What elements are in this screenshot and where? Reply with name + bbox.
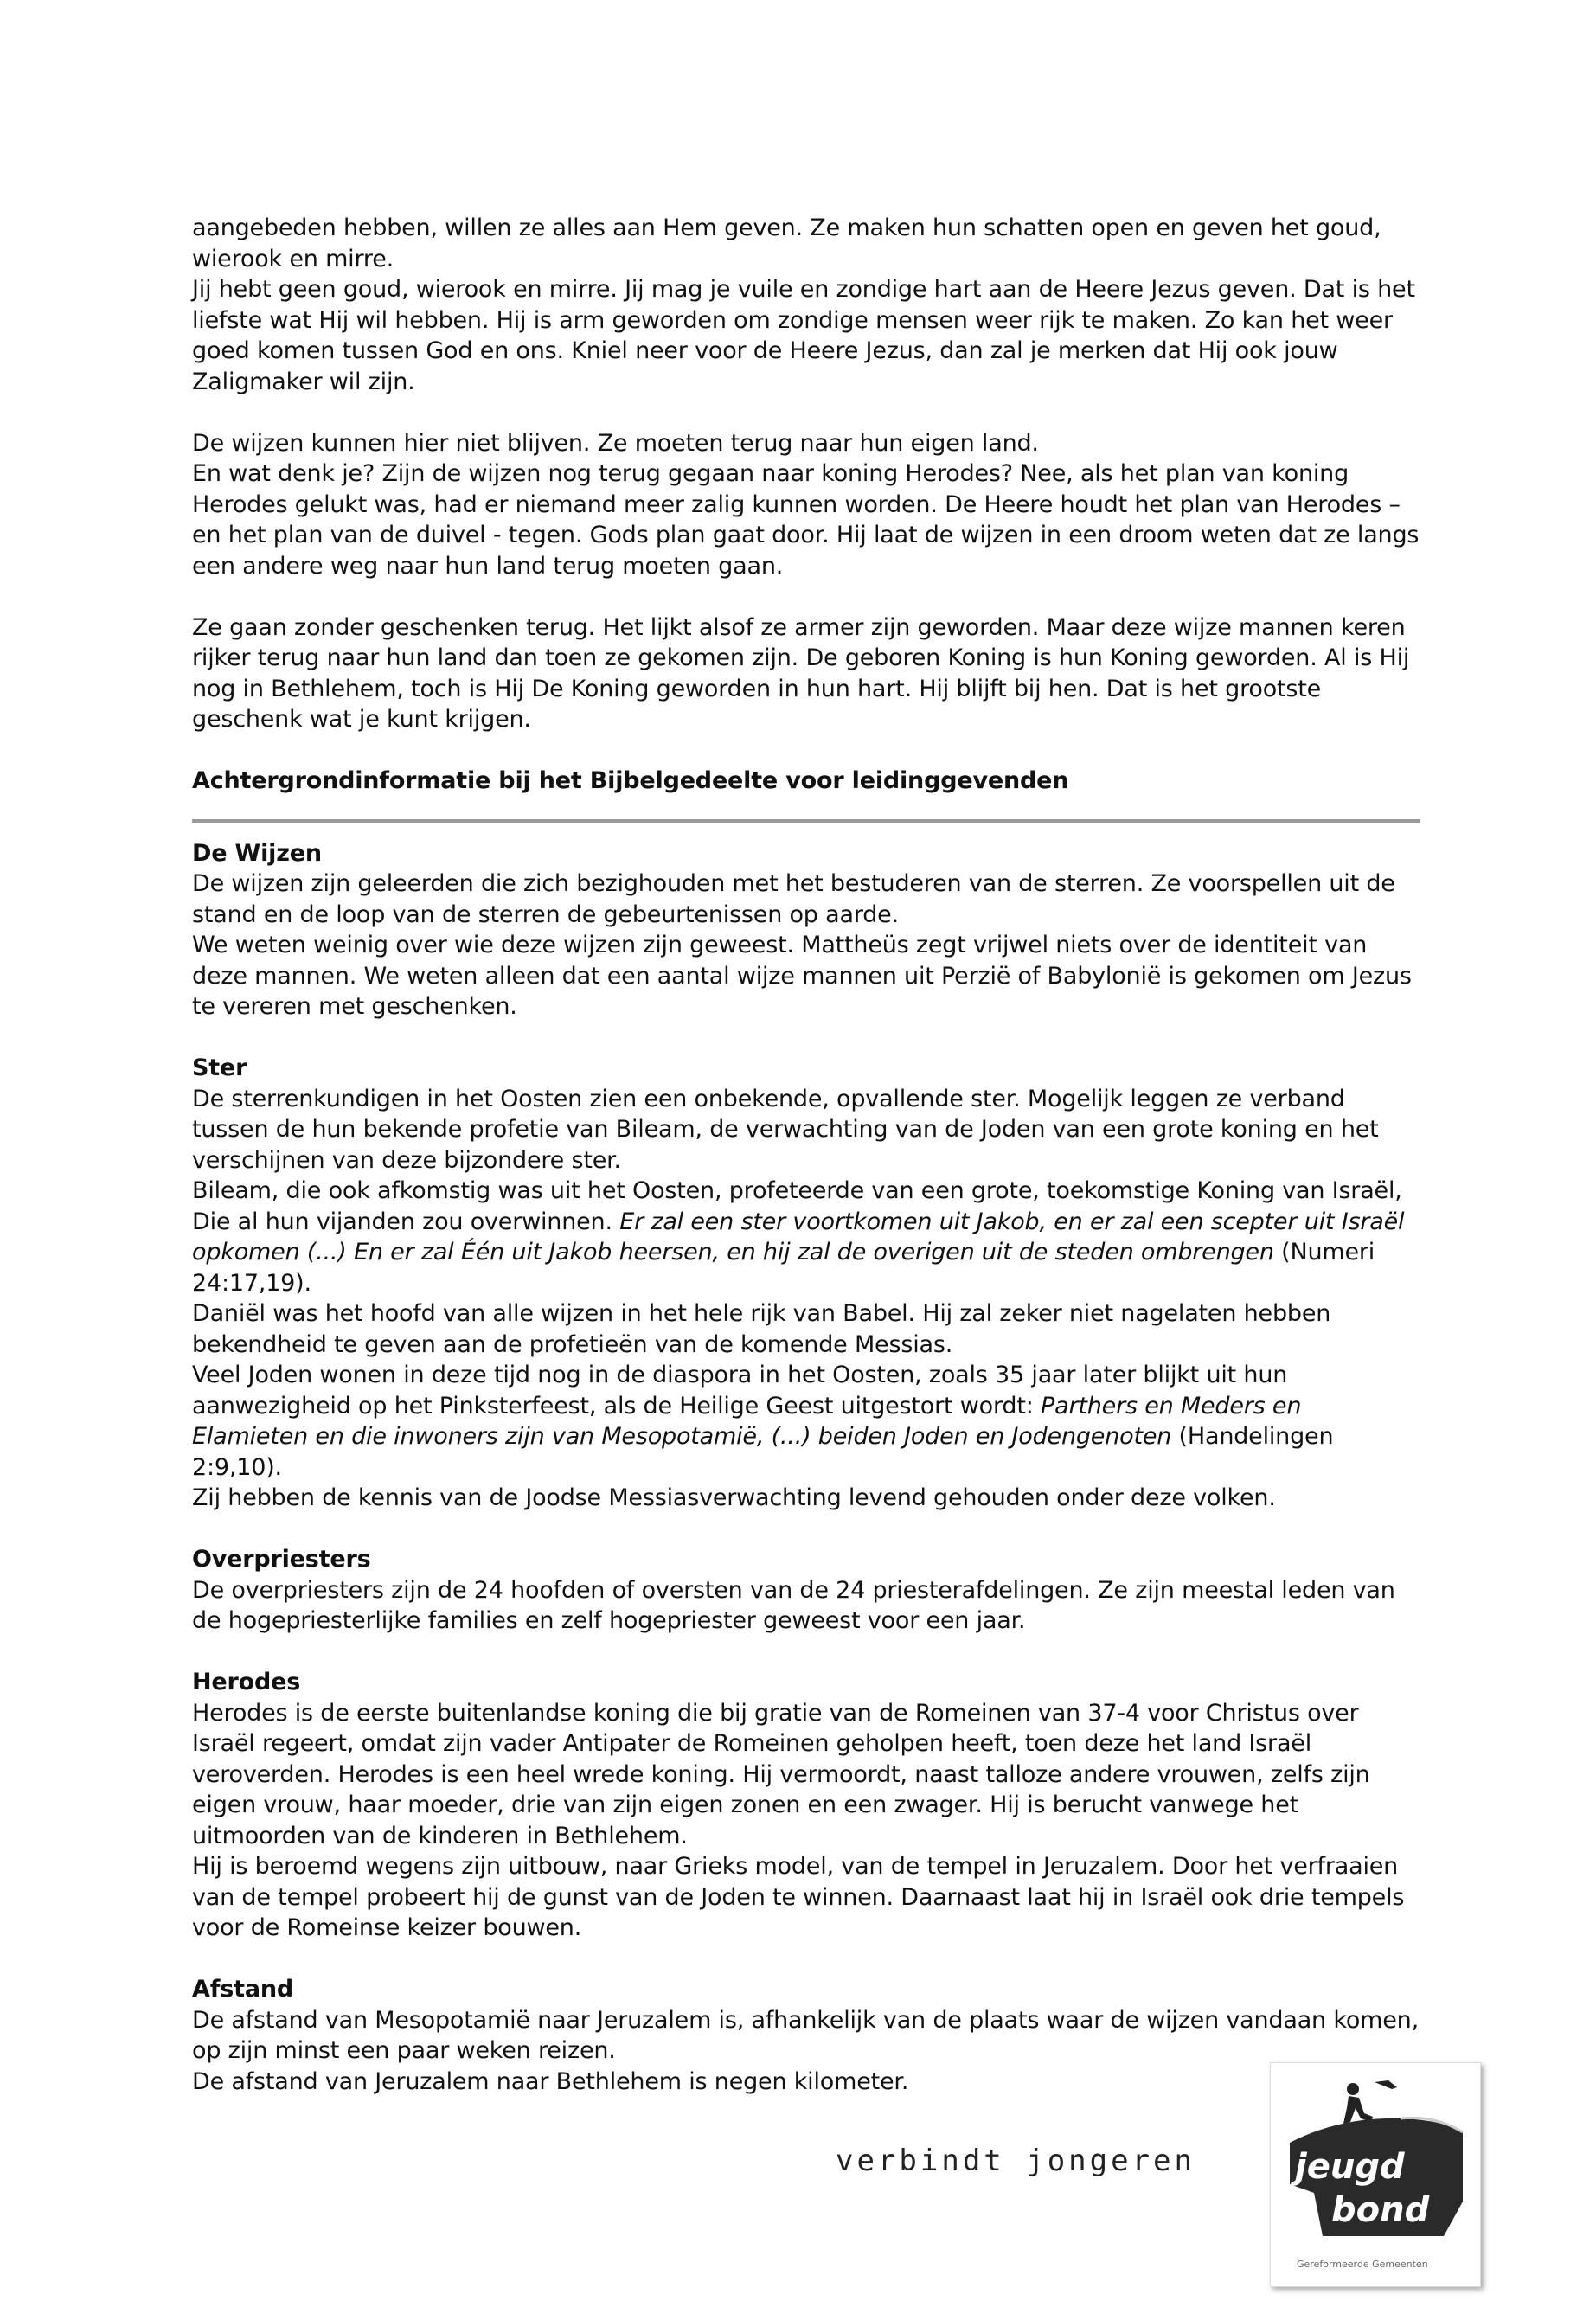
bible-quote: Parthers en Meders en Elamieten en die inwoners zijn van Mesopotamië, (...) beiden Joden en Jodengenoten xyxy=(192,1392,1302,1450)
paragraph: Herodes is de eerste buitenlandse koning die bij gratie van de Romeinen van 37-4 voor Christus over Israël regeert, omdat zijn vader Antipater de Romeinen geholpen heeft, toen deze het land Israël veroverden. Herodes is een heel wrede koning. Hij vermoordt, naast talloze andere vrouwen, zelfs zijn eigen vrouw, haar moeder, drie van zijn eigen zonen en een zwager. Hij is berucht vanwege het uitmoorden van de kinderen in Bethlehem. xyxy=(192,1699,1370,1849)
paragraph: Ze gaan zonder geschenken terug. Het lijkt alsof ze armer zijn geworden. Maar deze wijze mannen keren rijker terug naar hun land dan toen ze gekomen zijn. De geboren Koning is hun Koning geworden. Al is Hij nog in Bethlehem, toch is Hij De Koning geworden in hun hart. Hij blijft bij hen. Dat is het grootste geschenk wat je kunt krijgen. xyxy=(192,613,1410,733)
divider xyxy=(192,819,1420,823)
bible-reference: (Handelingen 2:9,10). xyxy=(192,1423,1334,1481)
logo-subtitle: Gereformeerde Gemeenten xyxy=(1297,2259,1428,2270)
paragraph: aangebeden hebben, willen ze alles aan Hem geven. Ze maken hun schatten open en geven het goud, wierook en mirre. xyxy=(192,215,1381,272)
paragraph: Zij hebben de kennis van de Joodse Messiasverwachting levend gehouden onder deze volken. xyxy=(192,1484,1276,1511)
section-title-afstand: Afstand xyxy=(192,1976,293,2003)
paragraph: De sterrenkundigen in het Oosten zien een onbekende, opvallende ster. Mogelijk leggen ze verband tussen de hun bekende profetie van Bileam, de verwachting van de Joden van een grote koning en het verschijnen van deze bijzondere ster. xyxy=(192,1085,1379,1174)
logo-word-bond: bond xyxy=(1331,2190,1430,2230)
text: Bileam, die ook afkomstig was uit het Oosten, profeteerde van een grote, toekomstige Koning van Israël, Die al hun vijanden zou overwinnen. xyxy=(192,1177,1402,1235)
text: Veel Joden wonen in deze tijd nog in de diaspora in het Oosten, zoals 35 jaar later blijkt uit hun aanwezigheid op het Pinksterfeest, als de Heilige Geest uitgestort wordt: xyxy=(192,1362,1288,1420)
section-title-overpriesters: Overpriesters xyxy=(192,1546,371,1573)
section-title-wijzen: De Wijzen xyxy=(192,839,322,867)
paragraph: En wat denk je? Zijn de wijzen nog terug gegaan naar koning Herodes? Nee, als het plan van koning Herodes gelukt was, had er niemand meer zalig kunnen worden. De Heere houdt het plan van Herodes – en het plan van de duivel - tegen. Gods plan gaat door. Hij laat de wijzen in een droom weten dat ze langs een andere weg naar hun land terug moeten gaan. xyxy=(192,460,1420,580)
paragraph: De overpriesters zijn de 24 hoofden of oversten van de 24 priesterafdelingen. Ze zijn meestal leden van de hogepriesterlijke families en zelf hogepriester geweest voor een jaar. xyxy=(192,1576,1395,1634)
paragraph: Hij is beroemd wegens zijn uitbouw, naar Grieks model, van de tempel in Jeruzalem. Door het verfraaien van de tempel probeert hij de gunst van de Joden te winnen. Daarnaast laat hij in Israël ook drie tempels voor de Romeinse keizer bouwen. xyxy=(192,1853,1405,1941)
background-heading: Achtergrondinformatie bij het Bijbelgedeelte voor leidinggevenden xyxy=(192,767,1069,794)
footer-tagline: verbindt jongeren xyxy=(836,2144,1195,2178)
paragraph: We weten weinig over wie deze wijzen zijn geweest. Mattheüs zegt vrijwel niets over de identiteit van deze mannen. We weten alleen dat een aantal wijze mannen uit Perzië of Babylonië is gekomen om Jezus te vereren met geschenken. xyxy=(192,932,1412,1020)
paragraph: De wijzen kunnen hier niet blijven. Ze moeten terug naar hun eigen land. xyxy=(192,429,1039,457)
paragraph: De afstand van Jeruzalem naar Bethlehem is negen kilometer. xyxy=(192,2067,909,2095)
bible-reference: (Numeri 24:17,19). xyxy=(192,1239,1375,1297)
paragraph: Daniël was het hoofd van alle wijzen in het hele rijk van Babel. Hij zal zeker niet nagelaten hebben bekendheid te geven aan de profetieën van de komende Messias. xyxy=(192,1300,1331,1358)
jeugdbond-logo xyxy=(1270,2062,1481,2287)
logo-word-jeugd: jeugd xyxy=(1295,2147,1405,2187)
paragraph: De wijzen zijn geleerden die zich bezighouden met het bestuderen van de sterren. Ze voorspellen uit de stand en de loop van de sterren de gebeurtenissen op aarde. xyxy=(192,870,1395,928)
bible-quote: Er zal een ster voortkomen uit Jakob, en er zal een scepter uit Israël opkomen (...) En er zal Één uit Jakob heersen, en hij zal de overigen uit de steden ombrengen xyxy=(192,1208,1405,1266)
paragraph xyxy=(192,1360,1420,1483)
document-body xyxy=(192,213,1420,2097)
section-title-herodes: Herodes xyxy=(192,1669,301,1695)
paragraph: De afstand van Mesopotamië naar Jeruzalem is, afhankelijk van de plaats waar de wijzen vandaan komen, op zijn minst een paar weken reizen. xyxy=(192,2006,1419,2064)
paragraph: Jij hebt geen goud, wierook en mirre. Jij mag je vuile en zondige hart aan de Heere Jezus geven. Dat is het liefste wat Hij wil hebben. Hij is arm geworden om zondige mensen weer rijk te maken. Zo kan het weer goed komen tussen God en ons. Kniel neer voor de Heere Jezus, dan zal je merken dat Hij ook jouw Zaligmaker wil zijn. xyxy=(192,276,1415,395)
section-title-ster: Ster xyxy=(192,1054,247,1081)
paragraph xyxy=(192,1176,1420,1298)
